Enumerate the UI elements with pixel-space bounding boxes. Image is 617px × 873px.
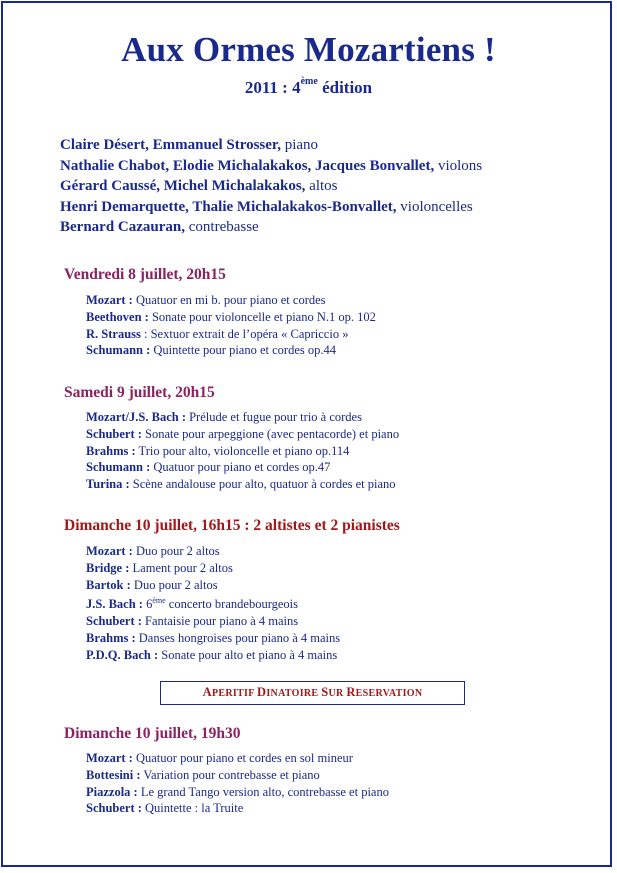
work-title: : Sextuor extrait de l’opéra « Capriccio » — [140, 326, 349, 341]
work-title: Quintette pour piano et cordes op.44 — [150, 343, 336, 358]
aperitif-initial: A — [202, 685, 212, 699]
work-title: Sonate pour alto et piano à 4 mains — [158, 647, 338, 662]
musician-names: Bernard Cazauran, — [60, 219, 185, 235]
aperitif-initial: D — [257, 685, 267, 699]
program-item — [86, 577, 606, 594]
program-item — [86, 309, 606, 326]
aperitif-rest: UR — [328, 688, 347, 699]
musician-instrument: piano — [280, 137, 319, 153]
aperitif-rest: INATOIRE — [266, 688, 322, 699]
composer-name: Schubert : — [86, 614, 142, 629]
aperitif-word — [321, 685, 346, 699]
page-title: Aux Ormes Mozartiens ! — [121, 30, 496, 69]
program-item — [86, 630, 606, 647]
composer-name: Brahms : — [86, 443, 136, 458]
composer-name: Mozart : — [86, 751, 133, 765]
composer-name: Mozart/J.S. Bach : — [86, 410, 186, 424]
program-item — [86, 784, 606, 801]
concert-program — [86, 543, 606, 664]
work-title: Lament pour 2 altos — [129, 560, 233, 575]
work-title: Quintette : la Truite — [141, 801, 244, 816]
composer-name: Schumann : — [86, 460, 151, 475]
musician-instrument: altos — [305, 178, 338, 194]
musician-row — [60, 197, 600, 218]
work-ordinal-suffix: ème — [152, 596, 166, 606]
aperitif-initial: S — [321, 685, 329, 699]
composer-name: Turina : — [86, 477, 130, 492]
composer-name: Schubert : — [86, 426, 142, 441]
musician-names: Nathalie Chabot, Elodie Michalakakos, Jacques Bonvallet, — [60, 157, 435, 174]
program-item — [86, 292, 606, 309]
musician-row — [60, 217, 600, 238]
work-title: Prélude et fugue pour trio à cordes — [185, 410, 362, 424]
program-item — [86, 800, 606, 817]
aperitif-word — [203, 685, 257, 699]
program-item — [86, 613, 606, 630]
concert-program — [86, 409, 606, 493]
aperitif-word — [257, 685, 321, 699]
program-item — [86, 750, 606, 767]
composer-name: Schubert : — [86, 801, 142, 816]
aperitif-rest: ESERVATION — [355, 688, 423, 699]
program-item — [86, 326, 606, 343]
edition-line — [0, 78, 617, 98]
musician-instrument: contrebasse — [185, 219, 259, 235]
concert-heading: Dimanche 10 juillet, 19h30 — [64, 725, 241, 742]
aperitif-word — [346, 685, 422, 699]
program-item — [86, 593, 606, 613]
concert-program — [86, 292, 606, 359]
program-item — [86, 560, 606, 577]
program-item — [86, 459, 606, 476]
aperitif-initial: R — [346, 685, 356, 699]
work-title: Fantaisie pour piano à 4 mains — [141, 614, 299, 629]
musician-list — [60, 135, 600, 238]
program-item — [86, 426, 606, 443]
musician-names: Gérard Caussé, Michel Michalakakos, — [60, 178, 306, 194]
program-item — [86, 476, 606, 493]
work-title: Danses hongroises pour piano à 4 mains — [135, 631, 341, 646]
work-title: Quatuor pour piano et cordes en sol mineur — [132, 751, 353, 765]
work-title: Trio pour alto, violoncelle et piano op.114 — [135, 443, 350, 458]
concert-program — [86, 750, 606, 817]
musician-instrument: violons — [434, 157, 483, 174]
work-title: Sonate pour violoncelle et piano N.1 op. 102 — [148, 309, 376, 324]
composer-name: Bridge : — [86, 560, 130, 575]
program-item — [86, 543, 606, 560]
work-title: Le grand Tango version alto, contrebasse et piano — [137, 784, 389, 799]
work-title: Variation pour contrebasse et piano — [140, 767, 320, 782]
composer-name: Brahms : — [86, 631, 136, 646]
work-title: Sonate pour arpeggione (avec pentacorde) et piano — [141, 426, 400, 441]
musician-instrument: violoncelles — [396, 198, 473, 215]
aperitif-rest: PERITIF — [211, 688, 258, 699]
musician-row — [60, 156, 600, 177]
musician-row — [60, 176, 600, 197]
concert-heading: Vendredi 8 juillet, 20h15 — [64, 266, 226, 283]
musician-names: Henri Demarquette, Thalie Michalakakos-Bonvallet, — [60, 198, 397, 215]
composer-name: Piazzola : — [86, 784, 138, 799]
work-title: Quatuor pour piano et cordes op.47 — [150, 460, 331, 475]
composer-name: Bartok : — [86, 577, 131, 592]
work-title: Scène andalouse pour alto, quatuor à cordes et piano — [129, 477, 396, 492]
edition-year: 2011 : 4 — [244, 78, 301, 97]
musician-names: Claire Désert, Emmanuel Strosser, — [60, 137, 281, 153]
musician-row — [60, 135, 600, 156]
work-title: Quatuor en mi b. pour piano et cordes — [132, 293, 326, 307]
composer-name: Mozart : — [86, 544, 133, 558]
program-item — [86, 409, 606, 426]
aperitif-notice — [160, 681, 465, 705]
edition-ordinal-suffix: ème — [300, 76, 318, 88]
composer-name: Schumann : — [86, 343, 151, 358]
work-number: 6 — [142, 597, 153, 612]
composer-name: Beethoven : — [86, 309, 149, 324]
composer-name: Mozart : — [86, 293, 133, 307]
concert-heading: Dimanche 10 juillet, 16h15 : 2 altistes et 2 pianistes — [64, 517, 400, 534]
program-item — [86, 767, 606, 784]
work-title: concerto brandebourgeois — [165, 597, 299, 612]
composer-name: Bottesini : — [86, 767, 141, 782]
edition-label: édition — [317, 78, 373, 97]
program-item — [86, 647, 606, 664]
concert-heading: Samedi 9 juillet, 20h15 — [64, 384, 215, 401]
program-item — [86, 443, 606, 460]
composer-name: J.S. Bach : — [86, 597, 143, 612]
work-title: Duo pour 2 altos — [132, 544, 220, 558]
composer-name: R. Strauss — [86, 326, 141, 341]
work-title: Duo pour 2 altos — [130, 577, 218, 592]
composer-name: P.D.Q. Bach : — [86, 647, 159, 662]
program-item — [86, 342, 606, 359]
